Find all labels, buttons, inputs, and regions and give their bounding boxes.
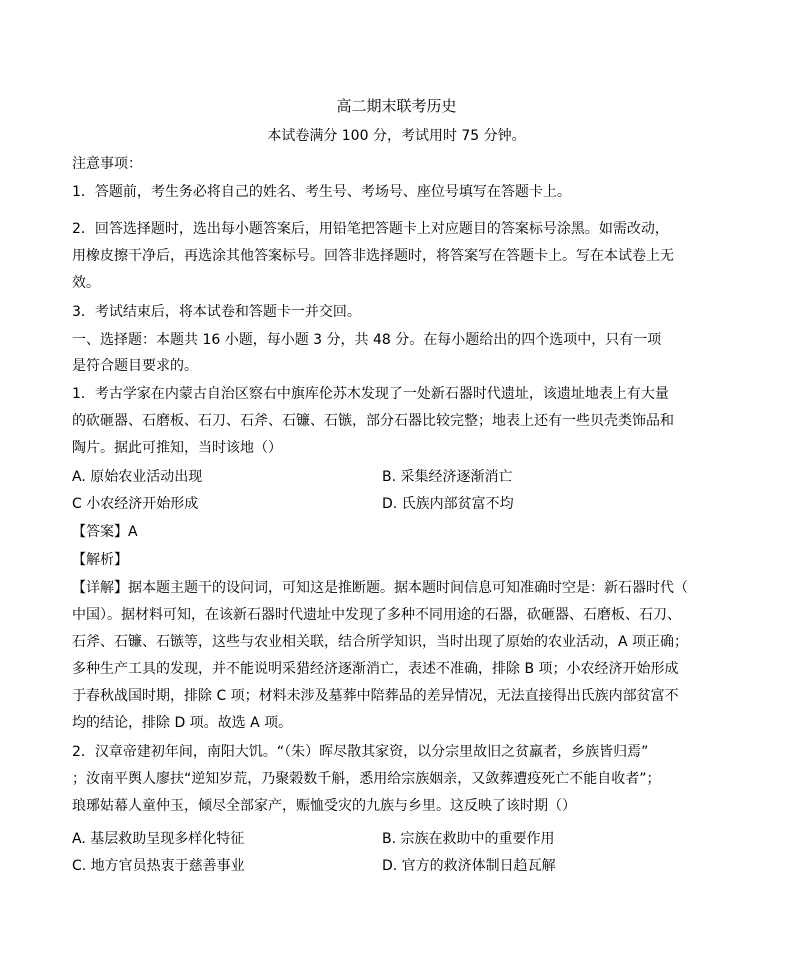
notice-item-2-line-2: 用橡皮擦干净后，再选涂其他答案标号。回答非选择题时，将答案写在答题卡上。写在本试卷上无 bbox=[72, 248, 674, 264]
section-1-heading-line-2: 是符合题目要求的。 bbox=[72, 358, 198, 374]
q1-detail-line-1: 【详解】据本题主题干的设问词，可知这是推断题。据本题时间信息可知准确时空是：新石器时代（ bbox=[72, 580, 688, 596]
notice-item-3: 3．考试结束后，将本试卷和答题卡一并交回。 bbox=[72, 304, 361, 320]
notice-item-2-line-3: 效。 bbox=[72, 275, 100, 291]
q2-option-c: C. 地方官员热衷于慈善事业 bbox=[72, 858, 245, 874]
q1-option-a: A. 原始农业活动出现 bbox=[72, 469, 203, 485]
q1-detail-line-4: 多种生产工具的发现，并不能说明采猎经济逐渐消亡，表述不准确，排除 B 项；小农经济开始形成 bbox=[72, 661, 679, 677]
q2-option-b: B. 宗族在救助中的重要作用 bbox=[382, 831, 555, 847]
q1-stem-line-2: 的砍砸器、石磨板、石刀、石斧、石镰、石镞，部分石器比较完整；地表上还有一些贝壳类饰品和 bbox=[72, 413, 674, 429]
notice-item-1: 1．答题前，考生务必将自己的姓名、考生号、考场号、座位号填写在答题卡上。 bbox=[72, 184, 571, 200]
q1-detail-line-3: 石斧、石镰、石镞等，这些与农业相关联，结合所学知识，当时出现了原始的农业活动，A 项正确； bbox=[72, 634, 689, 650]
q1-stem-line-3: 陶片。据此可推知，当时该地（） bbox=[72, 440, 282, 456]
notice-heading: 注意事项： bbox=[72, 156, 142, 172]
q2-stem-line-2: ；汝南平舆人廖扶“逆知岁荒，乃聚榖数千斛，悉用给宗族姻亲，又敛葬遭疫死亡不能自收者”； bbox=[72, 771, 661, 787]
q2-option-d: D. 官方的救济体制日趋瓦解 bbox=[382, 858, 556, 874]
q1-detail-line-2: 中国）。据材料可知，在该新石器时代遗址中发现了多种不同用途的石器，砍砸器、石磨板、石刀、 bbox=[72, 607, 681, 623]
q1-detail-line-5: 于春秋战国时期，排除 C 项；材料未涉及墓葬中陪葬品的差异情况，无法直接得出氏族内部贫富不 bbox=[72, 688, 679, 704]
notice-item-2-line-1: 2．回答选择题时，选出每小题答案后，用铅笔把答题卡上对应题目的答案标号涂黑。如需改动， bbox=[72, 221, 669, 237]
exam-title: 高二期末联考历史 bbox=[336, 97, 457, 115]
q1-option-b: B. 采集经济逐渐消亡 bbox=[382, 469, 513, 485]
q2-stem-line-3: 琅琊姑幕人童仲玉，倾尽全部家产，赈恤受灾的九族与乡里。这反映了该时期（） bbox=[72, 798, 576, 814]
q1-analysis-heading: 【解析】 bbox=[72, 552, 128, 568]
q1-detail-line-6: 均的结论，排除 D 项。故选 A 项。 bbox=[72, 715, 293, 731]
q1-option-d: D. 氏族内部贫富不均 bbox=[382, 496, 514, 512]
q2-stem-line-1: 2．汉章帝建初年间，南阳大饥。“（朱）晖尽散其家资，以分宗里故旧之贫羸者，乡族皆归焉” bbox=[72, 744, 649, 760]
q2-option-a: A. 基层救助呈现多样化特征 bbox=[72, 831, 245, 847]
q1-stem-line-1: 1．考古学家在内蒙古自治区察右中旗库伦苏木发现了一处新石器时代遗址，该遗址地表上有大量 bbox=[72, 386, 669, 402]
q1-answer: 【答案】A bbox=[72, 524, 138, 540]
q1-option-c: C 小农经济开始形成 bbox=[72, 496, 199, 512]
section-1-heading-line-1: 一、选择题：本题共 16 小题，每小题 3 分，共 48 分。在每小题给出的四个选项中，只有一项 bbox=[72, 332, 662, 348]
exam-subtitle: 本试卷满分 100 分，考试用时 75 分钟。 bbox=[267, 128, 526, 144]
